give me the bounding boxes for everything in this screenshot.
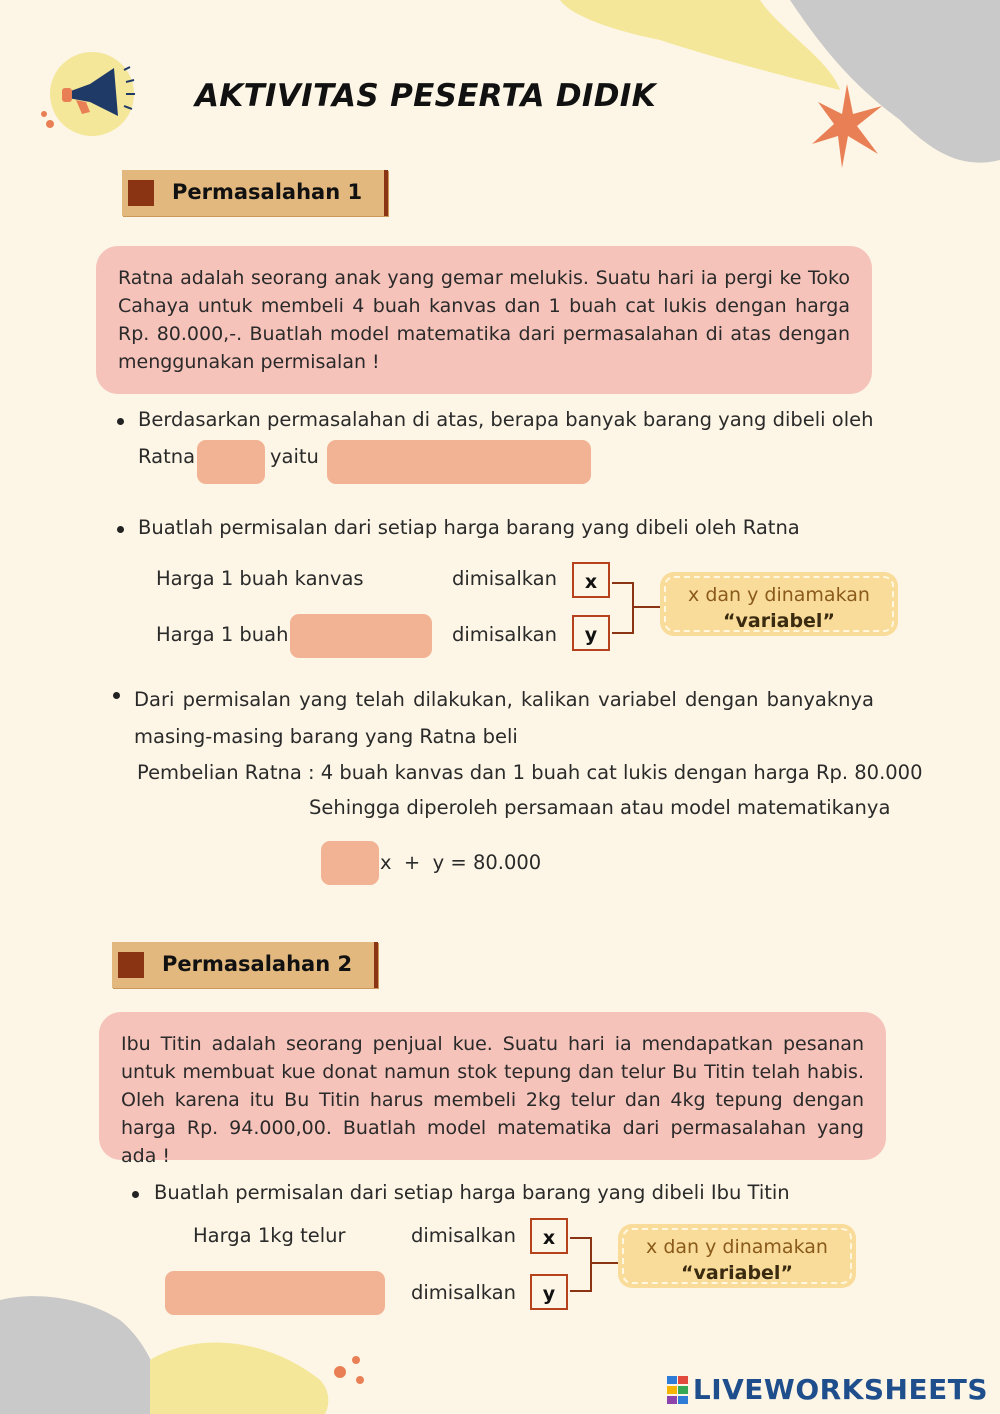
variable-note-line-2: “variabel”	[681, 1262, 793, 1284]
variable-note	[660, 572, 898, 636]
bracket-line	[612, 582, 634, 584]
variable-note-line-2: “variabel”	[723, 610, 835, 632]
bracket-line	[590, 1237, 592, 1292]
bullet	[117, 418, 124, 425]
question-3-text: Dari permisalan yang telah dilakukan, kalikan variabel dengan banyaknya masing-masing barang yang Ratna beli	[134, 688, 874, 748]
equation-text: x + y = 80.000	[380, 851, 542, 874]
variable-note-line-1: x dan y dinamakan	[688, 584, 870, 606]
problem-1-text-card	[96, 246, 872, 394]
bracket-line	[632, 582, 634, 634]
variable-note-inner	[664, 576, 894, 632]
liveworksheets-logo[interactable]	[667, 1373, 988, 1406]
header-square	[118, 952, 144, 978]
problem-2-question-text: Buatlah permisalan dari setiap harga barang yang dibeli Ibu Titin	[154, 1181, 790, 1204]
problem-2-item-name-input[interactable]	[165, 1271, 385, 1315]
items-answer-input[interactable]	[327, 440, 591, 484]
bracket-line	[612, 632, 634, 634]
row-1-label: Harga 1 buah kanvas	[156, 567, 364, 590]
bullet	[117, 526, 124, 533]
megaphone-icon	[60, 62, 150, 122]
row-2-dimisalkan: dimisalkan	[452, 623, 557, 646]
variable-note-line-1: x dan y dinamakan	[646, 1236, 828, 1258]
item-count-input[interactable]	[197, 440, 265, 484]
bullet	[113, 692, 120, 699]
variable-y-box: y	[572, 615, 610, 651]
starburst-icon	[812, 84, 882, 168]
variable-note-inner	[622, 1228, 852, 1284]
section-header-label: Permasalahan 1	[172, 180, 363, 204]
bracket-line	[590, 1262, 620, 1264]
bracket-line	[570, 1290, 592, 1292]
bracket-line	[632, 606, 662, 608]
row-2-label: Harga 1 buah	[156, 623, 289, 646]
page-title: AKTIVITAS PESERTA DIDIK	[195, 78, 656, 114]
header-square	[128, 180, 154, 206]
problem-2-row-2-dimisalkan: dimisalkan	[411, 1281, 516, 1304]
problem-2-variable-x-box: x	[530, 1218, 568, 1254]
row-1-dimisalkan: dimisalkan	[452, 567, 557, 590]
question-1-text: Berdasarkan permasalahan di atas, berapa banyak barang yang dibeli oleh	[138, 408, 874, 431]
section-header-label: Permasalahan 2	[162, 952, 353, 976]
bracket-line	[570, 1237, 592, 1239]
section-header-problem-2	[112, 942, 378, 988]
liveworksheets-logo-icon	[667, 1376, 689, 1404]
bullet	[132, 1191, 139, 1198]
variable-x-box: x	[572, 562, 610, 598]
problem-2-text: Ibu Titin adalah seorang penjual kue. Suatu hari ia mendapatkan pesanan untuk membuat kue donat namun stok tepung dan telur Bu Titin telah habis. Oleh karena itu Bu Titin harus membeli 2kg telur dan 4kg tepung dengan harga Rp. 94.000,00. Buatlah model matematika dari permasalahan yang ada !	[121, 1033, 864, 1167]
problem-2-text-card	[99, 1012, 886, 1167]
conclusion-text: Sehingga diperoleh persamaan atau model matematikanya	[309, 796, 891, 819]
question-1-ratna: Ratna	[138, 445, 196, 468]
item-name-input[interactable]	[290, 614, 432, 658]
problem-2-row-1-dimisalkan: dimisalkan	[411, 1224, 516, 1247]
logo-text: LIVEWORKSHEETS	[692, 1373, 988, 1406]
problem-2-row-1-label: Harga 1kg telur	[193, 1224, 346, 1247]
coefficient-input[interactable]	[321, 841, 379, 885]
problem-1-text: Ratna adalah seorang anak yang gemar melukis. Suatu hari ia pergi ke Toko Cahaya untuk membeli 4 buah kanvas dan 1 buah cat lukis dengan harga Rp. 80.000,-. Buatlah model matematika dari permasalahan di atas dengan menggunakan permisalan !	[118, 267, 850, 373]
question-1-yaitu: yaitu	[270, 445, 319, 468]
purchase-text: Pembelian Ratna : 4 buah kanvas dan 1 buah cat lukis dengan harga Rp. 80.000	[137, 761, 923, 784]
question-2-text: Buatlah permisalan dari setiap harga barang yang dibeli oleh Ratna	[138, 516, 800, 539]
section-header-problem-1	[122, 170, 388, 216]
problem-2-variable-y-box: y	[530, 1274, 568, 1310]
problem-2-variable-note	[618, 1224, 856, 1288]
